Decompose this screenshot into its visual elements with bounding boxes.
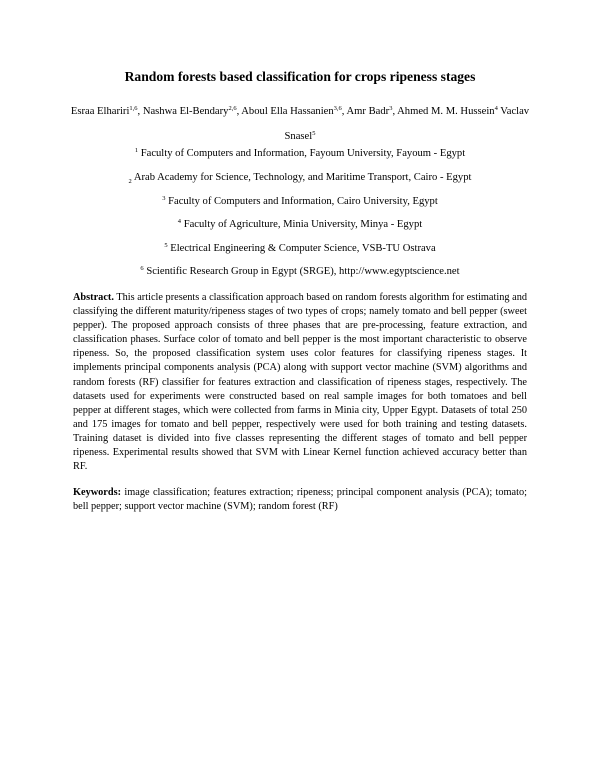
author-name: Amr Badr (346, 106, 390, 117)
author-sup: 3 (389, 105, 393, 112)
affiliation-text: Electrical Engineering & Computer Science, VSB-TU Ostrava (170, 243, 436, 254)
affiliation-6 (0, 266, 600, 277)
affiliation-text: Faculty of Agriculture, Minia University, Minya - Egypt (183, 219, 423, 230)
affiliation-text: Scientific Research Group in Egypt (SRGE), http://www.egyptscience.net (146, 266, 460, 277)
author-sup: 5 (312, 130, 316, 137)
keywords-text: image classification; features extraction; ripeness; principal component analysis (PCA); tomato; bell pepper; support vector machine (SVM); random forest (RF) (73, 487, 527, 513)
affiliation-num: 2 (128, 178, 132, 185)
affiliation-num: 5 (164, 242, 168, 249)
affiliation-num: 6 (140, 265, 144, 272)
author-name: Vaclav Snasel (284, 106, 530, 142)
affiliation-5 (0, 243, 600, 254)
keywords-label: Keywords: (73, 487, 122, 498)
affiliation-num: 3 (162, 195, 166, 202)
author-sup: 1,6 (129, 105, 138, 112)
author-sup: 4 (494, 105, 498, 112)
author-sup: 3,6 (333, 105, 342, 112)
affiliation-4 (0, 219, 600, 230)
affiliation-3 (0, 196, 600, 207)
author-sep: , (137, 106, 143, 117)
author-name: Nashwa El-Bendary (142, 106, 229, 117)
author-sep: , (236, 106, 242, 117)
keywords (73, 486, 527, 514)
affiliation-2 (0, 172, 600, 183)
author-name: Esraa Elhariri (70, 106, 130, 117)
affiliation-1 (0, 148, 600, 159)
author-sep: , (341, 106, 347, 117)
abstract-text: This article presents a classification approach based on random forests algorithm for estimating and classifying the different maturity/ripeness stages of two types of crops; namely tomato and bell pepper (sweet pepper). The proposed approach consists of three phases that are pre-processing, feature extraction, and classification phases. Surface color of tomato and bell pepper is the most important characteristic to observe ripeness. So, the proposed classification system uses color features for classifying ripeness stages. It implements principal components analysis (PCA) along with support vector machine (SVM) algorithms and random forests (RF) classifier for features extraction and classification of ripeness stages, respectively. The datasets used for experiments were constructed based on real sample images for both tomatoes and bell pepper at different stages, which were collected from farms in Minia city, Upper Egypt. Datasets of total 250 and 175 images for tomato and bell pepper, respectively were used for both training and testing datasets. Training dataset is divided into five classes representing the different stages of tomato and bell pepper ripeness. Experimental results showed that SVM with Linear Kernel function achieved accuracy better than RF. (73, 292, 527, 473)
affiliation-text: Faculty of Computers and Information, Fayoum University, Fayoum - Egypt (140, 148, 466, 159)
affiliation-num: 1 (134, 147, 139, 154)
paper-title: Random forests based classification for crops ripeness stages (124, 69, 476, 84)
abstract (73, 291, 527, 474)
author-name: Aboul Ella Hassanien (241, 106, 334, 117)
author-sup: 2,6 (228, 105, 237, 112)
author-list (60, 99, 540, 149)
affiliation-text: Faculty of Computers and Information, Cairo University, Egypt (168, 196, 438, 207)
affiliation-num: 4 (177, 218, 182, 225)
author-name: Ahmed M. M. Hussein (397, 106, 495, 117)
affiliation-text: Arab Academy for Science, Technology, and Maritime Transport, Cairo - Egypt (133, 172, 472, 183)
abstract-label: Abstract. (73, 292, 114, 303)
author-sep: , (392, 106, 398, 117)
